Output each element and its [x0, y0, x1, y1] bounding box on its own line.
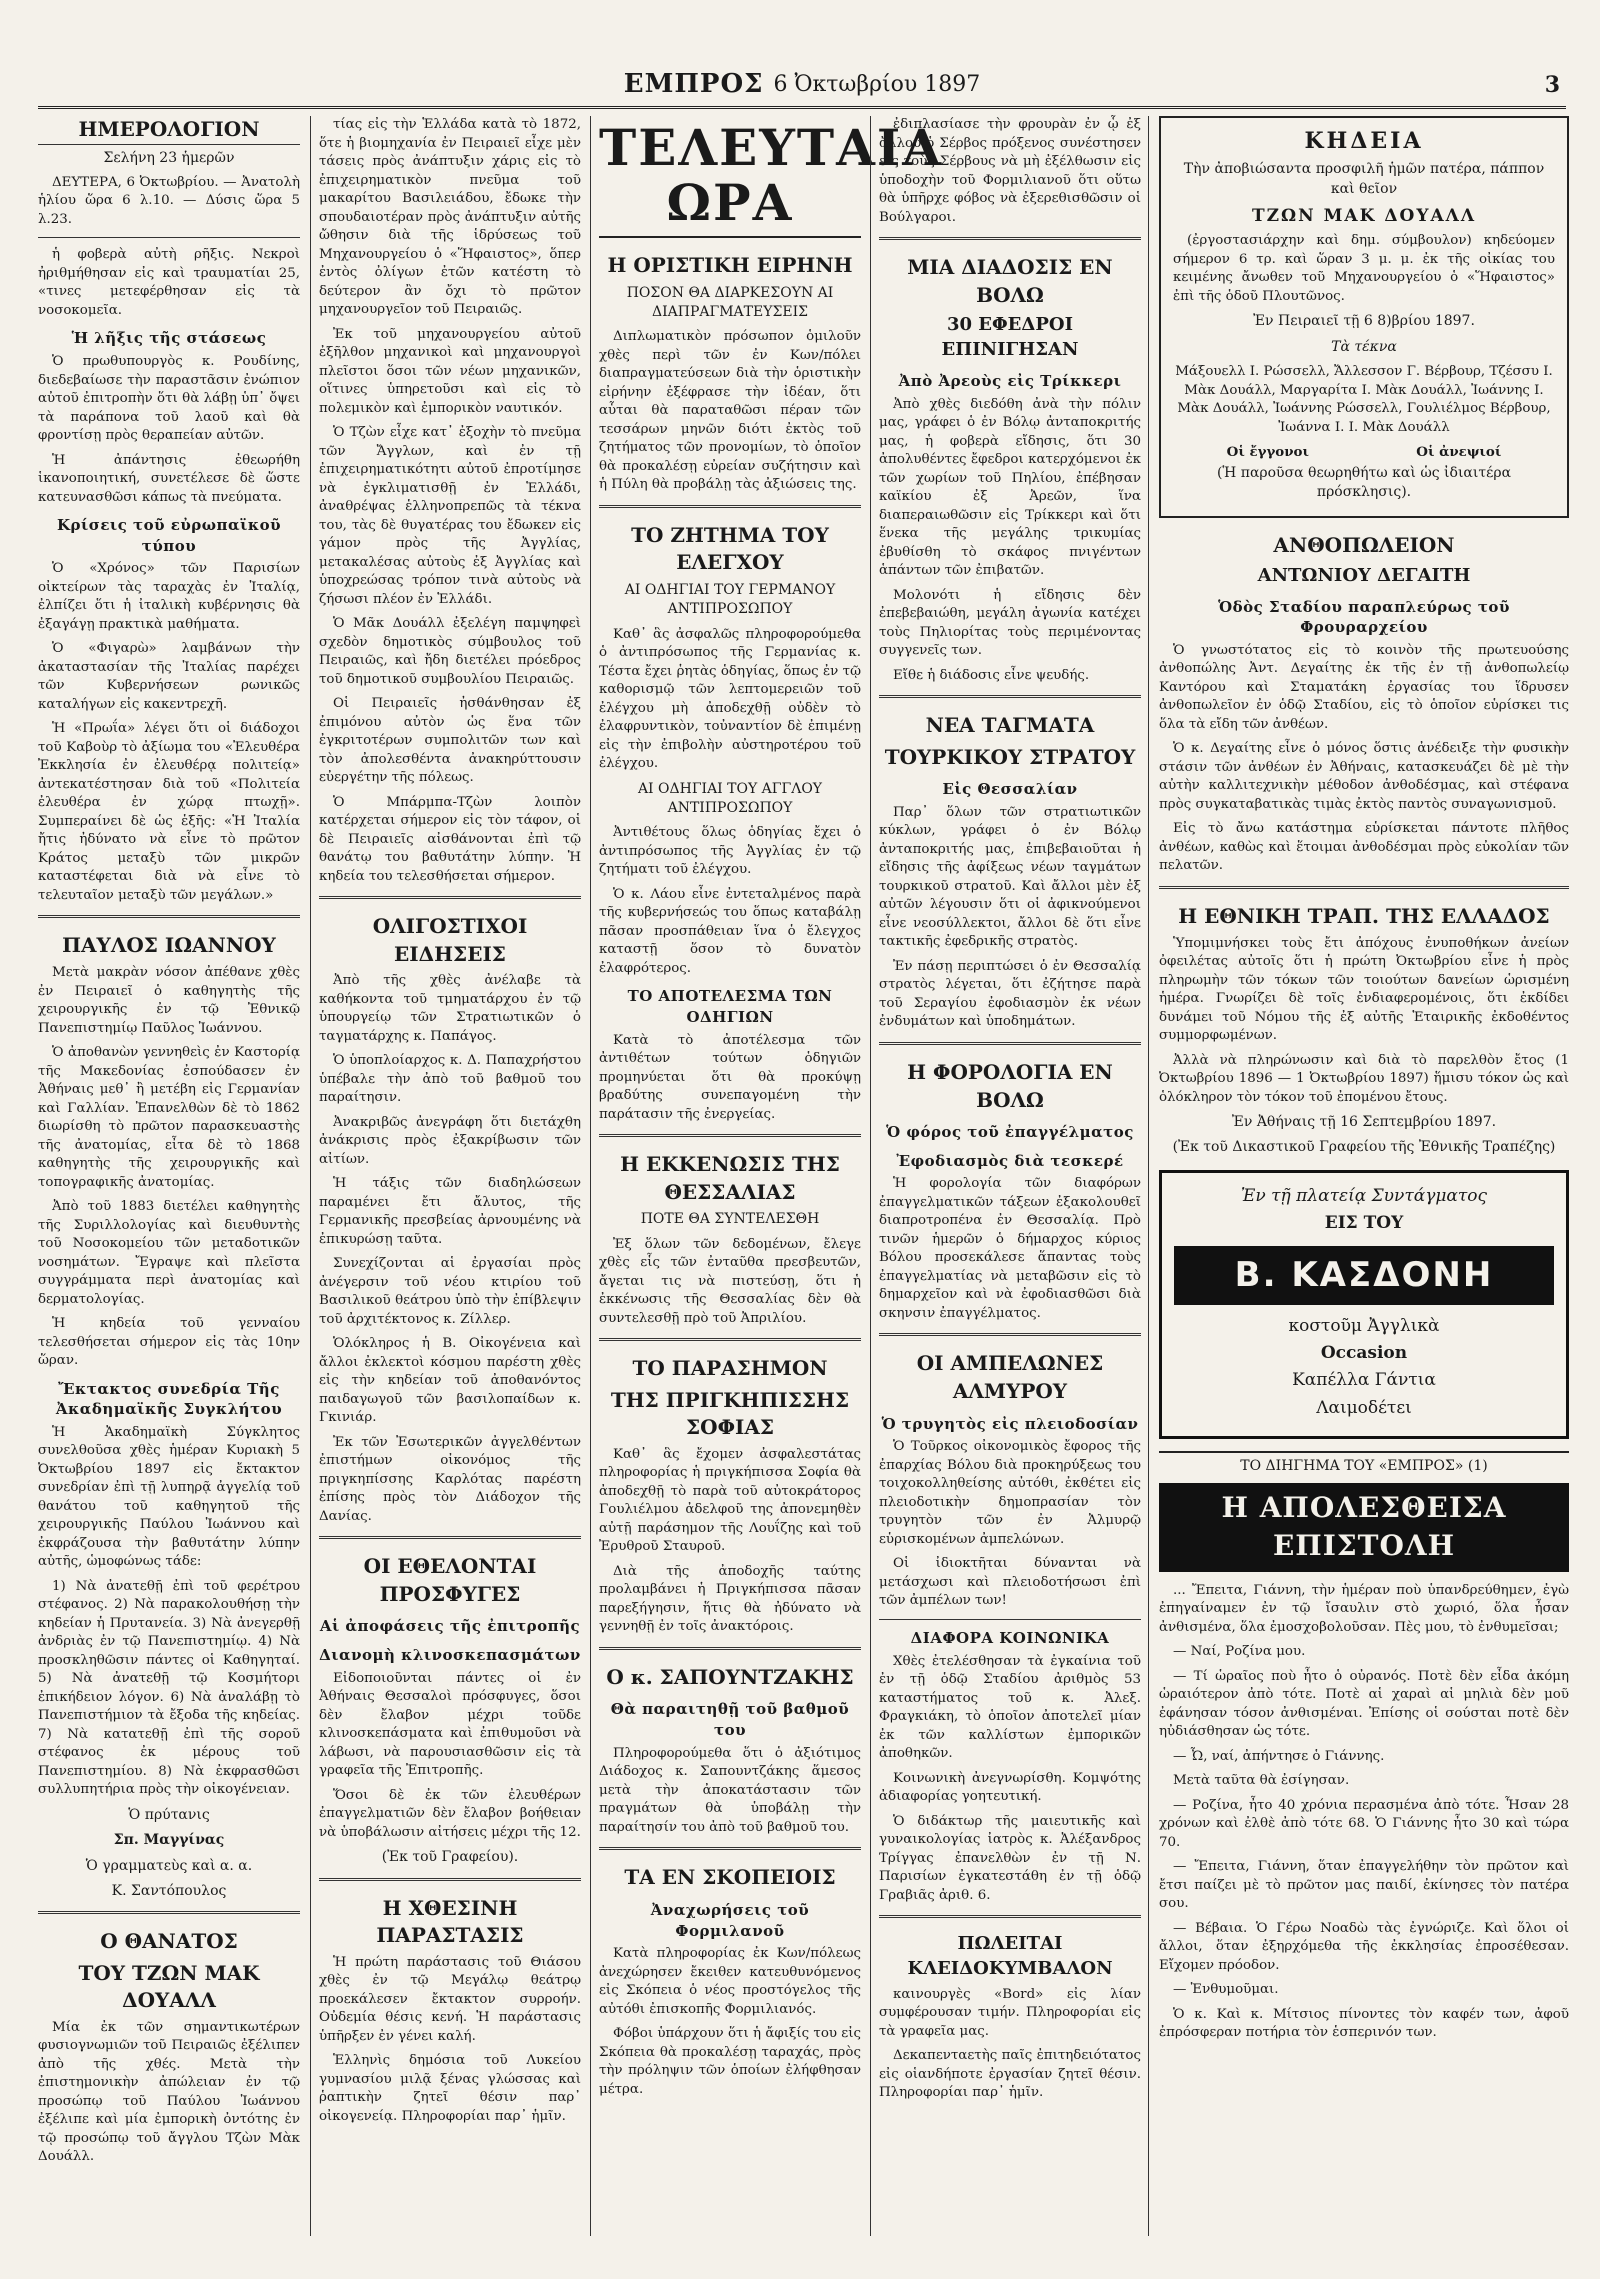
- paragraph: Ὁ διδάκτωρ τῆς μαιευτικῆς καὶ γυναικολογίας ἰατρὸς κ. Ἀλέξανδρος Τρίγγας ἐπανελθὼν ἐν τῇ Ν. Παρισίων ἐγκατεστάθη ἐν τῇ ὁδῷ Γραβιᾶς ἀριθ. 6.: [879, 1813, 1141, 1903]
- paragraph: — Τί ὡραῖος ποὺ ἦτο ὁ οὐρανός. Ποτὲ δὲν εἶδα ἀκόμη ὡραιότερον ἀπὸ τότε. Ποτὲ αἱ χαραὶ αἱ μηλιὰ δὲν μοῦ ἐφάνησαν τόσον ἀνθισμέναι. Ἐπίσης οἱ σούσται ποτὲ δὲν ηὐδιάσθησαν ὡς τότε.: [1159, 1668, 1569, 1740]
- paragraph: Ὁ «Χρόνος» τῶν Παρισίων οἰκτείρων τὰς ταραχὰς ἐν Ἰταλίᾳ, ἐλπίζει ὅτι ἡ ἰταλικὴ κυβέρνησις θὰ ἐξαγάγῃ πρακτικὰ μαθήματα.: [38, 561, 300, 632]
- subhead: Ἀπὸ Ἀρεοὺς εἰς Τρίκκερι: [898, 371, 1122, 390]
- subhead: ΑΙ ΟΔΗΓΙΑΙ ΤΟΥ ΑΓΓΛΟΥ ΑΝΤΙΠΡΟΣΩΠΟΥ: [637, 780, 823, 816]
- funeral-notice: [1159, 116, 1569, 518]
- paragraph: Ἡ κηδεία τοῦ γενναίου τελεσθήσεται σήμερον εἰς τὰς 10ην ὥραν.: [38, 1316, 300, 1369]
- paragraph: Ἡ πρώτη παράστασις τοῦ Θιάσου χθὲς ἐν τῷ Μεγάλῳ θεάτρῳ προεκάλεσεν ἔκτακτον συρροήν. Οὐδεμία θέσις κενή. Ἡ παράστασις ὑπῆρξεν ἐν γένει καλή.: [319, 1954, 581, 2044]
- paragraph: Ἀνακριβῶς ἀνεγράφη ὅτι διετάχθη ἀνάκρισις πρὸς ἐξακρίβωσιν τῶν αἰτίων.: [319, 1114, 581, 1167]
- last-hour-title: ΤΕΛΕΥΤΑΙΑ ΩΡΑ: [599, 120, 861, 238]
- paragraph: Ἡ ἀπάντησις ἐθεωρήθη ἱκανοποιητική, συνετέλεσε δὲ ὥστε κατευνασθῶσι κάπως τὰ πνεύματα.: [38, 452, 300, 505]
- paragraph: Εἰς τὸ ἄνω κατάστημα εὑρίσκεται πάντοτε πλῆθος ἀνθέων, καθὼς καὶ ἕτοιμαι ἀνθοδέσμαι πρὸς εὐκολίαν τῶν πελατῶν.: [1159, 821, 1569, 874]
- ad-line: Ἐν τῇ πλατείᾳ Συντάγματος: [1240, 1185, 1488, 1206]
- ad-line: Καπέλλα Γάντια: [1292, 1370, 1436, 1391]
- paragraph: — Ναί, Ροζίνα μου.: [1173, 1644, 1306, 1660]
- paragraph: Ἡ Ἀκαδημαϊκὴ Σύγκλητος συνελθοῦσα χθὲς ἡμέραν Κυριακὴ 5 Ὀκτωβρίου 1897 εἰς ἔκτακτον συνεδρίαν ἐπὶ τῇ λυπηρᾷ ἀγγελίᾳ τοῦ θανάτου τοῦ καθηγητοῦ τῆς χειρουργικῆς Παύλου Ἰωάννου καὶ ἐκφράζουσα τὴν βαθυτάτην λύπην αὐτῆς, ὡμοφώνως τάδε:: [38, 1424, 300, 1570]
- signature: Κ. Σαντόπουλος: [111, 1882, 227, 1899]
- paragraph: — Βέβαια. Ὁ Γέρω Νοαδὼ τὰς ἐγνώριζε. Καὶ ὅλοι οἱ ἄλλοι, ὅταν ἐξηρχόμεθα τῆς ἐκκλησίας ἐπροσέθεσαν. Εἴχομεν πρόοδον.: [1159, 1920, 1569, 1973]
- column-2: [310, 116, 589, 2236]
- funeral-name: ΤΖΩΝ ΜΑΚ ΔΟΥΑΛΛ: [1251, 205, 1477, 226]
- paragraph: Εἰδοποιοῦνται πάντες οἱ ἐν Ἀθήναις Θεσσαλοὶ πρόσφυγες, ὅσοι δὲν ἔλαβον μέχρι τοῦδε κλινοσκεπάσματα καὶ ἐπιθυμοῦσι νὰ λάβωσι, νὰ παρουσιασθῶσιν εἰς τὰ γραφεῖα τῆς Ἐπιτροπῆς.: [319, 1670, 581, 1779]
- headline: ΠΑΥΛΟΣ ΙΩΑΝΝΟΥ: [62, 933, 276, 958]
- paragraph: Ἀπὸ τοῦ 1883 διετέλει καθηγητὴς τῆς Συριλλολογίας καὶ διευθυντὴς τοῦ Νοσοκομείου τῶν μεταδοτικῶν νοσημάτων. Ἔγραψε καὶ πλεῖστα συγγράμματα περὶ ἀνατομίας καὶ δερματολογίας.: [38, 1199, 300, 1307]
- subhead: ΤΟ ΑΠΟΤΕΛΕΣΜΑ ΤΩΝ ΟΔΗΓΙΩΝ: [627, 987, 833, 1026]
- funeral-line: Τὴν ἀποβιώσαντα προσφιλῆ ἡμῶν πατέρα, πάππον καὶ θεῖον: [1183, 161, 1545, 197]
- headline: Ο κ. ΣΑΠΟΥΝΤΖΑΚΗΣ: [606, 1664, 854, 1689]
- headline: ΤΟΥΡΚΙΚΟΥ ΣΤΡΑΤΟΥ: [884, 744, 1136, 769]
- paragraph: Χθὲς ἐτελέσθησαν τὰ ἐγκαίνια τοῦ ἐν τῇ ὁδῷ Σταδίου ἀριθμὸς 53 καταστήματος τοῦ κ. Ἀλεξ. Φραγκιάκη, τὸ ὁποῖον ἀποτελεῖ μίαν ἐκ τῶν καλλίστων ἐμπορικῶν ἀποθηκῶν.: [879, 1653, 1141, 1762]
- paragraph: Οἱ ἰδιοκτῆται δύνανται νὰ μετάσχωσι καὶ πλειοδοτήσωσι ἐπὶ τῶν ἀμπέλων των!: [879, 1556, 1141, 1609]
- subhead: Εἰς Θεσσαλίαν: [942, 780, 1078, 799]
- paragraph: Ὁλόκληρος ἡ Β. Οἰκογένεια καὶ ἄλλοι ἐκλεκτοὶ κόσμου παρέστη χθὲς εἰς τὴν κηδείαν τοῦ ἀποθανόντος παιδαγωγοῦ τῶν βασιλοπαίδων κ. Γκινιάρ.: [319, 1336, 581, 1426]
- paragraph: — Ροζίνα, ἦτο 40 χρόνια περασμένα ἀπὸ τότε. Ἦσαν 28 χρόνων καὶ ἐλθὲ ἀπὸ τότε 68. Ὁ Γιάννης ἦτο 30 καὶ τώρα 70.: [1159, 1797, 1569, 1850]
- paragraph: Ἐκ τοῦ μηχανουργείου αὐτοῦ ἐξῆλθον μηχανικοὶ καὶ μηχανουργοὶ πλεῖστοι ὅσοι τῶν νέων μηχανικῶν, οἵτινες ὑπηρετοῦσι καὶ εἰς τὸ πολεμικὸν καὶ ἐμπορικὸν ναυτικόν.: [319, 326, 581, 416]
- paragraph: Ἡ τάξις τῶν διαδηλώσεων παραμένει ἔτι ἄλυτος, τῆς Γερμανικῆς πρεσβείας ἀρνουμένης νὰ ἐπικυρώσῃ ταῦτα.: [319, 1176, 581, 1247]
- headline: ΑΝΤΩΝΙΟΥ ΔΕΓΑΙΤΗ: [1257, 564, 1471, 586]
- paragraph: Ὁ κ. Λάου εἶνε ἐντεταλμένος παρὰ τῆς κυβερνήσεώς του ὅπως καταβάλῃ πᾶσαν προσπάθειαν ἵνα ὁ ἔλεγχος καταστῇ ὅσον τὸ δυνατὸν ἐλαφρότερος.: [599, 886, 861, 976]
- subhead: Ὁδὸς Σταδίου παραπλεύρως τοῦ Φρουραρχείου: [1218, 597, 1510, 637]
- headline: Η ΟΡΙΣΤΙΚΗ ΕΙΡΗΝΗ: [607, 253, 853, 277]
- headline: ΠΩΛΕΙΤΑΙ ΚΛΕΙΔΟΚΥΜΒΑΛΟΝ: [907, 1933, 1113, 1979]
- funeral-note: (Ἡ παροῦσα θεωρηθήτω καὶ ὡς ἰδιαιτέρα πρόσκλησις).: [1216, 464, 1512, 500]
- funeral-heirs: Τὰ τέκνα: [1331, 338, 1397, 355]
- paragraph: Ἀπὸ χθὲς διεδόθη ἀνὰ τὴν πόλιν μας, γράφει ὁ ἐν Βόλῳ ἀνταποκριτής μας, ἡ φοβερὰ εἴδησις, ὅτι 30 ἀπολυθέντες ἔφεδροι κατερχόμενοι ἐκ τῶν χωρίων τοῦ Πηλίου, ἐπέβησαν καϊκίου ἐξ Ἀρεῶν, ἵνα διαπεραιωθῶσιν εἰς Τρίκκερι καὶ ὅτι ἕνεκα τῆς μεγάλης τρικυμίας ἐβυθίσθη τὸ σκάφος πνιγέντων ἁπάντων τῶν ἐπιβατῶν.: [879, 396, 1141, 579]
- paragraph: καινουργὲς «Bord» εἰς λίαν συμφέρουσαν τιμήν. Πληροφορίαι εἰς τὰ γραφεῖα μας.: [879, 1986, 1141, 2039]
- subhead: Αἱ ἀποφάσεις τῆς ἐπιτροπῆς: [319, 1617, 581, 1636]
- paragraph: Ἀντιθέτους ὅλως ὁδηγίας ἔχει ὁ ἀντιπρόσωπος τῆς Ἀγγλίας ἐν τῷ ζητήματι τοῦ ἐλέγχου.: [599, 825, 861, 878]
- column-4: [870, 116, 1149, 2236]
- headline: Η ΕΚΚΕΝΩΣΙΣ ΤΗΣ ΘΕΣΣΑΛΙΑΣ: [620, 1152, 840, 1204]
- page-number: 3: [1544, 72, 1560, 98]
- masthead: [38, 62, 1566, 109]
- ad-line: Λαιμοδέτει: [1316, 1397, 1412, 1418]
- funeral-sig: Οἱ ἀνεψιοί: [1416, 444, 1502, 461]
- paragraph: ἡ φοβερὰ αὐτὴ ρῆξις. Νεκροὶ ἠριθμήθησαν εἰς καὶ τραυματίαι 25, «τινες μετεφέρθησαν εἰς τὰ νοσοκομεῖα.: [38, 247, 300, 318]
- paragraph: Ὁ ὑποπλοίαρχος κ. Δ. Παπαχρήστου ὑπέβαλε τὴν ἀπὸ τοῦ βαθμοῦ του παραίτησιν.: [319, 1053, 581, 1106]
- paragraph: Ὁ Μᾶκ Δουάλλ ἐξελέγη παμψηφεὶ σχεδὸν δημοτικὸς σύμβουλος τοῦ Πειραιῶς, καὶ ἤδη διετέλει πρόεδρος τοῦ δημοτικοῦ συμβουλίου Πειραιῶς.: [319, 616, 581, 687]
- kasdonis-ad: [1159, 1170, 1569, 1440]
- ad-line: κοστοῦμ Ἀγγλικὰ: [1288, 1315, 1440, 1336]
- paragraph: ... Ἔπειτα, Γιάννη, τὴν ἡμέραν ποὺ ὑπανδρεύθημεν, ἐγὼ ἐπηγαίναμεν ἐν τῷ ἴσαυλιν στὸ χωριό, ὅλα ἦσαν ἀνθισμένα, ὅλα ἐμοσχοβολοῦσαν. Πὲς μου, τὸ ἐνθυμεῖσαι;: [1159, 1582, 1569, 1635]
- subhead: Ἐφοδιασμὸς διὰ τεσκερέ: [896, 1151, 1124, 1170]
- calendar-title: ΗΜΕΡΟΛΟΓΙΟΝ: [38, 116, 300, 145]
- signature: (Ἐκ τοῦ Γραφείου).: [381, 1849, 519, 1866]
- headline: Η ΕΘΝΙΚΗ ΤΡΑΠ. ΤΗΣ ΕΛΛΑΔΟΣ: [1178, 903, 1550, 928]
- paragraph: Ἐν πάσῃ περιπτώσει ὁ ἐν Θεσσαλίᾳ στρατὸς λέγεται, ὅτι ἐζήτησε παρὰ τοῦ Σεραγίου ἐφοδιασμὸν ἐκ νέων ἐνδυμάτων καὶ ὑποδημάτων.: [879, 958, 1141, 1030]
- subhead: Κρίσεις τοῦ εὐρωπαϊκοῦ τύπου: [56, 516, 281, 555]
- paragraph: Ἡ «Πρωΐα» λέγει ὅτι οἱ διάδοχοι τοῦ Καβοὺρ τὸ ἀξίωμα του «Ἐλευθέρα Ἐκκλησία ἐν ἐλευθέρᾳ πολιτείᾳ» ἀντεκατέστησαν διὰ τοῦ «Πολιτεία ἐλευθέρα ἐν χώρᾳ πτωχῇ». Συμπεραίνει δὲ ὡς ἑξῆς: «Ἡ Ἰταλία ἤτις ἠδύνατο νὰ εἶνε τὸ πρῶτον Κράτος μεταξὺ τῶν μικρῶν καταστέφεται διὰ νὰ εἶνε τὸ τελευταῖον μεταξὺ τῶν μεγάλων.»: [38, 721, 300, 903]
- newspaper-page: [38, 36, 1569, 2246]
- funeral-text: (ἐργοστασιάρχην καὶ δημ. σύμβουλον) κηδεύομεν σήμερον 6 τρ. καὶ ὥραν 3 μ. μ. ἐκ τῆς οἰκίας του κειμένης ἄνωθεν τοῦ Μηχανουργείου ὁ «Ἥφαιστος» ἐπὶ τῆς ὁδοῦ Πλουτῶνος.: [1173, 233, 1555, 304]
- headline: 30 ΕΦΕΔΡΟΙ ΕΠΙΝΙΓΗΣΑΝ: [941, 314, 1079, 361]
- calendar-line-2: ΔΕΥΤΕΡΑ, 6 Ὀκτωβρίου. — Ἀνατολὴ ἡλίου ὥρα 6 λ.10. — Δύσις ὥρα 5 λ.23.: [38, 174, 300, 227]
- paragraph: Πληροφορούμεθα ὅτι ὁ ἀξιότιμος Διάδοχος κ. Σαπουντζάκης ἅμεσος μετὰ τὴν ἀποκατάστασιν τῶν πραγμάτων θὰ ὑποβάλῃ τὴν παραίτησίν του ἀπὸ τοῦ βαθμοῦ του.: [599, 1745, 861, 1835]
- column-1: [38, 116, 308, 2236]
- funeral-signatures: [1173, 443, 1555, 462]
- headline: ΜΙΑ ΔΙΑΔΟΣΙΣ ΕΝ ΒΟΛΩ: [907, 255, 1113, 307]
- subhead: Ἀναχωρήσεις τοῦ Φορμιλανοῦ: [650, 1900, 810, 1940]
- paragraph: ἐδιπλασίασε τὴν φρουρὰν ἐν ᾧ ἐξ ἄλλου ὁ Σέρβος πρόξενος συνέστησεν εἰς τοὺς Σέρβους νὰ μὴ ἐξέλθωσιν εἰς ὑποδοχὴν τοῦ Φορμιλιανοῦ ὅτι οὕτω θὰ ὑπῆρχε φόβος νὰ ἐξερεθισθῶσιν οἱ Βούλγαροι.: [879, 117, 1141, 225]
- paper-date: 6 Ὀκτωβρίου 1897: [773, 71, 981, 97]
- paragraph: — Ὦ, ναί, ἀπήντησε ὁ Γιάννης.: [1173, 1748, 1385, 1764]
- subhead: Ὁ τρυγητὸς εἰς πλειοδοσίαν: [881, 1414, 1139, 1433]
- headline: ΟΛΙΓΟΣΤΙΧΟΙ ΕΙΔΗΣΕΙΣ: [372, 914, 528, 966]
- paragraph: Ὁ κ. Δεγαίτης εἶνε ὁ μόνος ὅστις ἀνέδειξε τὴν φυσικὴν στάσιν τῶν ἀνθέων ἐν Ἀθήναις, κατασκευάζει δὲ μὲ τὴν αὐτὴν καλλιτεχνικὴν μέθοδον ἀνθοδέσμας, καὶ στέφανα πρὸς συγκαταβατικὰς τιμὰς ἐκτὸς παντὸς συναγωνισμοῦ.: [1159, 741, 1569, 812]
- subhead: ΔΙΑΦΟΡΑ ΚΟΙΝΩΝΙΚΑ: [910, 1628, 1110, 1647]
- paragraph: Μία ἐκ τῶν σημαντικωτέρων φυσιογνωμιῶν τοῦ Πειραιῶς ἐξέλιπεν ἀπὸ τῆς χθές. Μετὰ τὴν ἐπιστημονικὴν ἀπώλειαν ἐν τῷ προσώπῳ τοῦ Παύλου Ἰωάννου ἐξέλιπε καὶ μία ἐμπορικὴ ὀντότης ἐν τῷ προσώπῳ τοῦ ἄγγλου Τζὼν Μὰκ Δουάλλ.: [38, 2019, 300, 2165]
- paragraph: Φόβοι ὑπάρχουν ὅτι ἡ ἄφιξίς του εἰς Σκόπεια θὰ προκαλέσῃ ταραχάς, πρὸς τὴν πρόληψιν τῶν ὁποίων ἐλήφθησαν μέτρα.: [599, 2026, 861, 2097]
- paragraph: Κατὰ πληροφορίας ἐκ Κων/πόλεως ἀνεχώρησεν ἔκειθεν κατευθυνόμενος εἰς Σκόπεια ὁ νέος προστόγελος τῆς αὐτόθι ἐπισκοπῆς Φορμιλιανός.: [599, 1946, 861, 2017]
- column-3: [590, 116, 944, 2236]
- paper-name: ΕΜΠΡΟΣ: [623, 69, 764, 99]
- headline: ΤΟ ΖΗΤΗΜΑ ΤΟΥ ΕΛΕΓΧΟΥ: [631, 522, 829, 575]
- headline: Η ΦΟΡΟΛΟΓΙΑ ΕΝ ΒΟΛΩ: [907, 1059, 1113, 1112]
- paragraph: Καθ᾽ ἃς ἔχομεν ἀσφαλεστάτας πληροφορίας ἡ πριγκήπισσα Σοφία θὰ ἀποδεχθῇ τὸ παρὰ τοῦ αὐτοκράτορος Γουλιέλμου ἀδελφοῦ της ἀπονεμηθὲν αὐτῇ παράσημον τῆς Λουΐζης καὶ τοῦ Ἐρυθροῦ Σταυροῦ.: [599, 1446, 861, 1555]
- signature: Ὁ πρύτανις: [128, 1806, 210, 1823]
- paragraph: Ὁ Τζὼν εἶχε κατ᾽ ἐξοχὴν τὸ πνεῦμα τῶν Ἄγγλων, καὶ ἐν τῇ ἐπιχειρηματικότητι αὐτοῦ ἐπροτίμησε νὰ ἐγκλιματισθῇ ἐν Ἑλλάδι, ἀναθρέψας ἑλληνοπρεπῶς τὰ τέκνα του, τὰς δὲ θυγατέρας του ἔδωκεν εἰς γάμον πρὸς τῆς Ἀγγλίας, μετακαλέσας αὐτοὺς ἐξ Ἀγγλίας καὶ ὑποχρεώσας τρόπον τινὰ αὐτοὺς νὰ ζήσωσι πλέον ἐν Ἑλλάδι.: [319, 425, 581, 607]
- headline: ΤΗΣ ΠΡΙΓΚΗΠΙΣΣΗΣ ΣΟΦΙΑΣ: [610, 1387, 850, 1440]
- columns: [38, 116, 1569, 2236]
- paragraph: Ἀπὸ τῆς χθὲς ἀνέλαβε τὰ καθήκοντα τοῦ τμηματάρχου ἐν τῷ ὑπουργείῳ τῶν Στρατιωτικῶν ὁ ταγματάρχης κ. Παπάγος.: [319, 973, 581, 1044]
- column-5: [1148, 116, 1569, 2236]
- paragraph: Μετὰ ταῦτα θὰ ἐσίγησαν.: [1173, 1773, 1350, 1789]
- paragraph: Εἴθε ἡ διάδοσις εἶνε ψευδής.: [893, 667, 1090, 683]
- paragraph: Ὁ Τοῦρκος οἰκονομικὸς ἔφορος τῆς ἐπαρχίας Βόλου διὰ προκηρύξεως του τοιχοκολληθείσης αὐτόθι, ἐκθέτει εἰς πλειοδοτικὴν δημοπρασίαν τὸν τρυγητὸν τῶν ἐν Ἀλμυρῷ εὑρισκομένων ἀμπελώνων.: [879, 1439, 1141, 1547]
- headline: ΑΝΘΟΠΩΛΕΙΟΝ: [1273, 533, 1455, 558]
- ad-line: Occasion: [1320, 1342, 1408, 1363]
- paragraph: Ὁ «Φιγαρὼ» λαμβάνων τὴν ἀκαταστασίαν τῆς Ἰταλίας παρέχει τῶν Κυβερνήσεων ρωνικῶς καταλήγων εἰς κακεντρεχῆ.: [38, 641, 300, 712]
- ad-name: Β. ΚΑΣΔΟΝΗ: [1174, 1246, 1554, 1305]
- funeral-heirs-list: Μάξουελλ Ι. Ρώσσελλ, Ἄλλεσσον Γ. Βέρβουρ, Τζέσσυ Ι. Μὰκ Δουάλλ, Μαργαρίτα Ι. Μὰκ Δουάλλ, Ἰωάννης Ι. Μὰκ Δουάλλ, Ἰωάννης Ρώσσελλ, Γουλιέλμος Βέρβουρ, Ἰωάννα Ι. Ι. Μὰκ Δουάλλ: [1175, 364, 1553, 435]
- paragraph: Ὁ γνωστότατος εἰς τὸ κοινὸν τῆς πρωτευούσης ἀνθοπώλης Ἀντ. Δεγαίτης ἐκ τῆς ἐν τῇ ἀνθοπωλείῳ Καντόρου καὶ Σταματάκη ἐργασίας του ἵδρυσεν ἀνθοπωλεῖον ἐν ὁδῷ Σταδίου, εἰς τὸ ὁποῖον εὑρίσκει τις ὅλα τὰ εἴδη τῶν ἀνθέων.: [1159, 642, 1569, 732]
- headline: ΤΟΥ ΤΖΩΝ ΜΑΚ ΔΟΥΑΛΛ: [78, 1960, 260, 2013]
- subhead: Ἔκτακτος συνεδρία Τῆς Ἀκαδημαϊκῆς Συγκλήτου: [55, 1379, 283, 1419]
- paragraph: Διπλωματικὸν πρόσωπον ὁμιλοῦν χθὲς περὶ τῶν ἐν Κων/πόλει διαπραγματεύσεων διὰ τὴν ὁριστικὴν εἰρήνην ἐξέφρασε τὴν ἰδέαν, ὅτι αὗται θὰ παραταθῶσι πέραν τῶν τεσσάρων μηνῶν διότι ἐκτὸς τοῦ ζητήματος τῶν προνομίων, τὸ ὁποῖον θὰ προκαλέσῃ εὐρείαν συζήτησιν καὶ ἡ Πύλη θὰ προβάλῃ τὰς ἀξιώσεις της.: [599, 329, 861, 493]
- paragraph: — Ἔπειτα, Γιάννη, ὅταν ἐπαγγελήθην τὸν πρῶτον καὶ ἔτσι παίζει μὲ τὸ πρῶτον μας παιδί, ἐκίνησες τὸν πατέρα σου.: [1159, 1859, 1569, 1912]
- calendar-line-1: Σελήνη 23 ἡμερῶν: [103, 149, 235, 166]
- paragraph: Μολονότι ἡ εἴδησις δὲν ἐπεβεβαιώθη, μεγάλη ἀγωνία κατέχει τοὺς Πηλιορίτας τοὺς περιμένοντας συγγενεῖς των.: [879, 587, 1141, 659]
- paragraph: Δεκαπενταετὴς παῖς ἐπιτηδειότατος εἰς οἱανδήποτε ἐργασίαν ζητεῖ θέσιν. Πληροφορίαι παρ᾽ ἡμῖν.: [879, 2048, 1141, 2101]
- subhead: Διανομὴ κλινοσκεπασμάτων: [319, 1646, 581, 1665]
- paragraph: Ἐξ ὅλων τῶν δεδομένων, ἔλεγε χθὲς εἷς τῶν ἐνταῦθα πρεσβευτῶν, ἄγεται τις νὰ πιστεύσῃ, ὅτι ἡ ἐκκένωσις τῆς Θεσσαλίας δὲν θὰ συντελεσθῇ πρὸ τοῦ Ἀπριλίου.: [599, 1236, 861, 1326]
- headline: ΝΕΑ ΤΑΓΜΑΤΑ: [925, 713, 1095, 738]
- funeral-title: ΚΗΔΕΙΑ: [1304, 128, 1424, 154]
- paragraph: Παρ᾽ ὅλων τῶν στρατιωτικῶν κύκλων, γράφει ὁ ἐν Βόλῳ ἀνταποκριτής μας, ἐπιβεβαιοῦται ἡ εἴδησις τῆς ἀφίξεως νέων ταγμάτων τουρκικοῦ στρατοῦ. Καὶ ἄλλοι μὲν ἐξ αὐτῶν λέγουσιν ὅτι οἱ ἀφικνούμενοι εἶνε νεοσύλλεκτοι, ἄλλοι δὲ ὅτι εἶνε τακτικῆς ἐφεδρικῆς στρατὸς.: [879, 804, 1141, 950]
- headline: ΤΑ ΕΝ ΣΚΟΠΕΙΟΙΣ: [624, 1865, 836, 1890]
- paragraph: Ὁ κ. Καὶ κ. Μίτσιος πίνοντες τὸν καφέν των, ἀφοῦ ἐπρόσφεραν ποτήρια τὸν ἑσπερινόν των.: [1159, 2006, 1569, 2041]
- paragraph: Ὁ ἀποθανὼν γεννηθεὶς ἐν Καστορίᾳ τῆς Μακεδονίας ἐσπούδασεν ἐν Ἀθήναις μεθ᾽ ἢ μετέβη εἰς Γερμανίαν καὶ Γαλλίαν. Ἐπανελθὼν δὲ τὸ 1862 διωρίσθη τὸ πρῶτον παρασκευαστὴς τῆς ἀνατομίας, εἶτα δὲ τὸ 1868 καθηγητὴς τῆς χειρουργικῆς καὶ τοπογραφικῆς ἀνατομίας.: [38, 1045, 300, 1190]
- paragraph: — Ἐνθυμοῦμαι.: [1173, 1982, 1279, 1998]
- story-title: Η ΑΠΟΛΕΣΘΕΙΣΑ ΕΠΙΣΤΟΛΗ: [1159, 1483, 1569, 1572]
- headline: Η ΧΘΕΣΙΝΗ ΠΑΡΑΣΤΑΣΙΣ: [376, 1895, 524, 1948]
- paragraph: Καθ᾽ ἃς ἀσφαλῶς πληροφορούμεθα ὁ ἀντιπρόσωπος τῆς Γερμανίας κ. Τέστα ἔχει ῥητὰς ὁδηγίας, ὅπως ἐν τῷ καθορισμῷ τῶν λεπτομερειῶν τοῦ ἐλέγχου μὴ ἀποδεχθῇ οὐδὲν τὸ ἐλαφρυντικὸν, τοὐναντίον δὲ ἐπιμένῃ εἰς τὴν ἐπιβολὴν αὐστηροτέρου τοῦ ἐλέγχου.: [599, 626, 861, 772]
- paragraph: Μετὰ μακρὰν νόσον ἀπέθανε χθὲς ἐν Πειραιεῖ ὁ καθηγητὴς τῆς χειρουργικῆς ἐν τῷ Ἐθνικῷ Πανεπιστημίῳ Παῦλος Ἰωάννου.: [38, 965, 300, 1036]
- paragraph: Κοινωνικὴ ἀνεγνωρίσθη. Κομψότης ἀδιαφορίας γοητευτική.: [879, 1770, 1141, 1805]
- paragraph: Ἡ φορολογία τῶν διαφόρων ἐπαγγελματικῶν τάξεων ἐξακολουθεῖ διαπροτροπένα ἐν Θεσσαλίᾳ. Πρὸ τινῶν ἡμερῶν ὁ δήμαρχος κύριος Βόλου προσεκάλεσε ἅπαντας τοὺς ἐπαγγελματίας νὰ μεταβῶσιν εἰς τὸ δημαρχεῖον καὶ νὰ ἐφοδιασθῶσι διὰ σκηνσιν ἐπαγγέλματος.: [879, 1176, 1141, 1321]
- headline: ΟΙ ΕΘΕΛΟΝΤΑΙ ΠΡΟΣΦΥΓΕΣ: [363, 1554, 537, 1606]
- paragraph: Ὑπομιμνήσκει τοὺς ἔτι ἀπόχους ἐνυποθήκων ἀνείων ὀφειλέτας αὐτοῖς ὅτι ἡ πρώτη Ὀκτωβρίου εἶνε ἡ πρὸς πληρωμὴν τῶν τόκων τῶν τοιούτων δανείων ὡρισμένη ἡμέρα. Γνωρίζει δὲ τοῖς ἐνδιαφερομένοις, ὅτι ἐκδίδει δυνάμει τοῦ Νόμου τῆς ἐξ αὐτῆς Ἑταιρικῆς ἐκδοθέντος συμμορφωμένων.: [1159, 935, 1569, 1044]
- signature: Ὁ γραμματεὺς καὶ α. α.: [85, 1857, 253, 1874]
- paragraph: Συνεχίζονται αἱ ἐργασίαι πρὸς ἀνέγερσιν τοῦ νέου κτιρίου τοῦ Βασιλικοῦ θεάτρου ὑπὸ τὴν ἐπίβλεψιν τοῦ ἀρχιτέκτονος κ. Ζίλλερ.: [319, 1256, 581, 1327]
- subhead: ΠΟΤΕ ΘΑ ΣΥΝΤΕΛΕΣΘΗ: [640, 1211, 820, 1228]
- paragraph: Διὰ τῆς ἀποδοχῆς ταύτης προλαμβάνει ἡ Πριγκήπισσα πᾶσαν παρεξήγησιν, ἥτις θὰ ἠδύνατο νὰ γεννηθῇ ἐν τοῖς ἀνακτόροις.: [599, 1563, 861, 1635]
- bank-date: Ἐν Ἀθήναις τῇ 16 Σεπτεμβρίου 1897.: [1231, 1114, 1497, 1131]
- paragraph: Ἀλλὰ νὰ πληρώνωσιν καὶ διὰ τὸ παρελθὸν ἔτος (1 Ὀκτωβρίου 1896 — 1 Ὀκτωβρίου 1897) ἥμισυ τόκον ὡς καὶ ὁλόκληρον τὸν τόκον τοῦ ἐπομένου ἔτους.: [1159, 1052, 1569, 1105]
- subhead: ΠΟΣΟΝ ΘΑ ΔΙΑΡΚΕΣΟΥΝ ΑΙ ΔΙΑΠΡΑΓΜΑΤΕΥΣΕΙΣ: [626, 284, 834, 320]
- paragraph: Οἱ Πειραιεῖς ἠσθάνθησαν ἐξ ἐπιμόνου αὐτὸν ὡς ἕνα τῶν ἐγκριτοτέρων συμπολιτῶν των καὶ τὸν ἀπολεσθέντα ἀνακηρύττουσιν εὐεργέτην τῆς πόλεως.: [319, 696, 581, 785]
- subhead: Ἡ λῆξις τῆς στάσεως: [71, 329, 267, 348]
- ad-line: ΕΙΣ ΤΟΥ: [1324, 1213, 1404, 1234]
- story-header: ΤΟ ΔΙΗΓΗΜΑ ΤΟΥ «ΕΜΠΡΟΣ» (1): [1159, 1451, 1569, 1476]
- headline: ΤΟ ΠΑΡΑΣΗΜΟΝ: [632, 1356, 828, 1381]
- subhead: ΑΙ ΟΔΗΓΙΑΙ ΤΟΥ ΓΕΡΜΑΝΟΥ ΑΝΤΙΠΡΟΣΩΠΟΥ: [624, 581, 836, 618]
- paragraph: Ἐκ τῶν Ἐσωτερικῶν ἀγγελθέντων ἐπιστήμων οἰκονόμος τῆς πριγκηπίσσης Καρλότας παρέστη ἐπίσης πρὸς τὸν Διάδοχον τῆς Δανίας.: [319, 1434, 581, 1524]
- paragraph: Ὁ πρωθυπουργὸς κ. Ρουδίνης, διεδεβαίωσε τὴν παραστᾶσιν ἐνώπιον αὐτοῦ ἐπιτροπὴν ὅτι θὰ λάβῃ ὑπ᾽ ὄψει τὰ παράπονα τοῦ λαοῦ καὶ θὰ φροντίσῃ πρὸς θεραπείαν αὐτῶν.: [38, 354, 300, 444]
- funeral-date: Ἐν Πειραιεῖ τῇ 6 8)βρίου 1897.: [1253, 313, 1475, 330]
- signature: Σπ. Μαγγίνας: [113, 1832, 225, 1849]
- last-hour-box: [599, 118, 944, 238]
- paragraph: Ἑλληνὶς δημόσια τοῦ Λυκείου γυμνασίου μιλᾷ ξένας γλώσσας καὶ ῥαπτικὴν ζητεῖ θέσιν παρ᾽ οἰκογενείᾳ. Πληροφορίαι παρ᾽ ἡμῖν.: [319, 2053, 581, 2124]
- paragraph: Ὁ Μπάρμπα-Τζὼν λοιπὸν κατέρχεται σήμερον εἰς τὸν τάφον, οἱ δὲ Πειραιεῖς αἰσθάνονται ἐπὶ τῷ θανάτῳ του βαθυτάτην λύπην. Ἡ κηδεία του τελεσθήσεται σήμερον.: [319, 794, 581, 884]
- paragraph: 1) Νὰ ἀνατεθῇ ἐπὶ τοῦ φερέτρου στέφανος. 2) Νὰ παρακολουθήσῃ τὴν κηδείαν ἡ Πρυτανεία. 3) Νὰ ἀνεγερθῇ ἀνδριὰς ἐν τῷ Πανεπιστημίῳ. 4) Νὰ προσκληθῶσιν πάντες οἱ Καθηγηταί. 5) Νὰ ἀνατεθῇ τῷ Κοσμήτορι ἐπικήδειον λόγον. 6) Νὰ ἀναλάβῃ τὸ Πανεπιστήμιον τὰ ἔξοδα τῆς κηδείας. 7) Νὰ κατατεθῇ ἐπὶ τῆς σοροῦ στέφανος ἐκ μέρους τοῦ Πανεπιστημίου. 8) Νὰ ἐκφρασθῶσι συλλυπητήρια πρὸς τὴν οἰκογένειαν.: [38, 1578, 300, 1798]
- subhead: Θὰ παραιτηθῇ τοῦ βαθμοῦ του: [610, 1700, 850, 1740]
- subhead: Ὁ φόρος τοῦ ἐπαγγέλματος: [886, 1123, 1134, 1142]
- funeral-sig: Οἱ ἔγγονοι: [1226, 444, 1309, 461]
- paragraph: Ὅσοι δὲ ἐκ τῶν ἐλευθέρων ἐπαγγελματιῶν δὲν ἔλαβον βοήθειαν νὰ ὑποβάλωσιν αἰτήσεις μέχρι τῆς 12.: [319, 1787, 581, 1840]
- paragraph: Κατὰ τὸ ἀποτέλεσμα τῶν ἀντιθέτων τούτων ὁδηγιῶν προμηνύεται ὅτι θὰ προκύψῃ βραδύτης συνεπαγομένη τὴν παράτασιν τῆς ἐνεργείας.: [599, 1032, 861, 1122]
- headline: ΟΙ ΑΜΠΕΛΩΝΕΣ ΑΛΜΥΡΟΥ: [916, 1351, 1104, 1404]
- bank-signature: (Ἐκ τοῦ Δικαστικοῦ Γραφείου τῆς Ἐθνικῆς Τραπέζης): [1172, 1139, 1556, 1156]
- headline: Ο ΘΑΝΑΤΟΣ: [100, 1929, 238, 1954]
- paragraph: τίας εἰς τὴν Ἑλλάδα κατὰ τὸ 1872, ὅτε ἡ βιομηχανία ἐν Πειραιεῖ εἶχε μὲν τάσεις πρὸς ἀνάπτυξιν χάρις εἰς τὸ ἐπιχειρηματικὸν πνεῦμα τοῦ μακαρίτου Βασιλειάδου, ἔδωκε τὴν σπουδαιοτέραν πρὸς ἀνάπτυξιν αὐτῆς ὤθησιν διὰ τῆς ἱδρύσεως τοῦ Μηχανουργείου ὁ «Ἥφαιστος», ὅπερ ἐντὸς ὀλίγων ἐτῶν κατέστη τὸ δεύτερον ἂν ὄχι τὸ πρῶτον μηχανουργεῖον τοῦ Πειραιῶς.: [319, 117, 581, 317]
